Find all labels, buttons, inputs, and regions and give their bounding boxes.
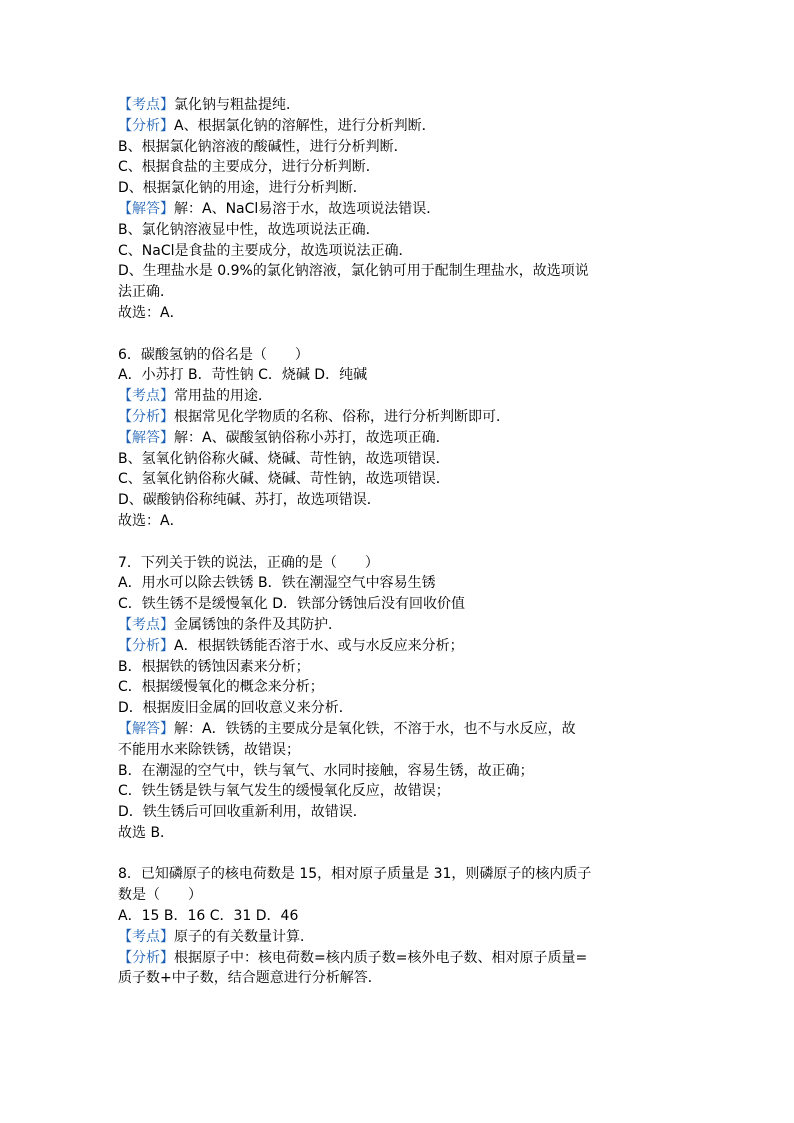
text-line (118, 615, 678, 636)
text-line (118, 927, 678, 948)
line-text: C．铁生锈不是缓慢氧化 D．铁部分锈蚀后没有回收价值 (118, 596, 466, 613)
line-text: A、根据氯化钠的溶解性，进行分析判断． (174, 117, 436, 134)
line-text: 法正确． (118, 284, 174, 301)
line-text: B．在潮湿的空气中，铁与氧气、水同时接触，容易生锈，故正确； (118, 762, 534, 779)
text-line (118, 885, 678, 906)
section-tag: 【分析】 (118, 408, 174, 425)
text-line (118, 220, 678, 241)
line-text: B．根据铁的锈蚀因素来分析； (118, 658, 310, 675)
text-line (118, 657, 678, 678)
text-line (118, 823, 678, 844)
line-text: A．15 B．16 C．31 D．46 (118, 908, 299, 925)
text-line (118, 137, 678, 158)
line-text: 数是（ ） (118, 887, 202, 904)
text-line (118, 719, 678, 740)
text-line (118, 490, 678, 511)
line-text: A．用水可以除去铁锈 B．铁在潮湿空气中容易生锈 (118, 575, 436, 592)
line-text: 故选 B． (118, 824, 175, 841)
text-line (118, 781, 678, 802)
text-line (118, 261, 678, 282)
section-tag: 【解答】 (118, 720, 174, 737)
text-line (118, 365, 678, 386)
text-line (118, 594, 678, 615)
text-line (118, 407, 678, 428)
text-line (118, 449, 678, 470)
line-text: 氯化钠与粗盐提纯． (174, 97, 300, 113)
line-text: C、根据食盐的主要成分，进行分析判断． (118, 159, 380, 176)
section-tag: 【考点】 (118, 928, 174, 945)
section-tag: 【分析】 (118, 637, 174, 654)
line-text: 解：A、NaCl易溶于水，故选项说法错误． (174, 200, 441, 217)
line-text: D、生理盐水是 0.9%的氯化钠溶液，氯化钠可用于配制生理盐水，故选项说 (118, 263, 589, 280)
section-tag: 【解答】 (118, 429, 174, 446)
blank-line (118, 324, 678, 345)
section-tag: 【分析】 (118, 117, 174, 134)
text-line (118, 906, 678, 927)
text-line (118, 303, 678, 324)
line-text: 故选：A． (118, 304, 184, 321)
line-text: 质子数+中子数，结合题意进行分析解答． (118, 970, 382, 987)
section-tag: 【考点】 (118, 616, 174, 633)
line-text: 6．碳酸氢钠的俗名是（ ） (118, 346, 309, 363)
line-text: 原子的有关数量计算． (174, 928, 314, 945)
line-text: C、氢氧化钠俗称火碱、烧碱、苛性钠，故选项错误． (118, 471, 450, 488)
line-text: C．铁生锈是铁与氧气发生的缓慢氧化反应，故错误； (118, 783, 450, 800)
line-text: 根据原子中：核电荷数=核内质子数=核外电子数、相对原子质量= (174, 949, 588, 966)
line-text: 根据常见化学物质的名称、俗称，进行分析判断即可． (174, 408, 510, 425)
text-line (118, 282, 678, 303)
document-page (118, 95, 678, 989)
blank-line (118, 532, 678, 553)
line-text: D．根据废旧金属的回收意义来分析． (118, 700, 353, 717)
text-line (118, 761, 678, 782)
line-text: 不能用水来除铁锈，故错误； (118, 741, 300, 758)
text-line (118, 428, 678, 449)
section-tag: 【解答】 (118, 200, 174, 217)
text-line (118, 345, 678, 366)
line-text: 故选：A． (118, 512, 184, 529)
text-line (118, 469, 678, 490)
text-line (118, 386, 678, 407)
line-text: B、氯化钠溶液显中性，故选项说法正确． (118, 221, 380, 238)
text-line (118, 968, 678, 989)
text-line (118, 573, 678, 594)
text-line (118, 199, 678, 220)
text-line (118, 553, 678, 574)
text-line (118, 241, 678, 262)
line-text: D、根据氯化钠的用途，进行分析判断． (118, 180, 367, 197)
line-text: C．根据缓慢氧化的概念来分析； (118, 679, 324, 696)
text-line (118, 677, 678, 698)
line-text: 7．下列关于铁的说法，正确的是（ ） (118, 554, 379, 571)
text-line (118, 116, 678, 137)
line-text: 解：A、碳酸氢钠俗称小苏打，故选项正确． (174, 429, 450, 446)
text-line (118, 157, 678, 178)
text-line (118, 511, 678, 532)
text-line (118, 864, 678, 885)
text-line (118, 636, 678, 657)
blank-line (118, 844, 678, 865)
section-tag: 【考点】 (118, 97, 174, 113)
line-text: B、氢氧化钠俗称火碱、烧碱、苛性钠，故选项错误． (118, 450, 450, 467)
text-line (118, 948, 678, 969)
section-tag: 【分析】 (118, 949, 174, 966)
text-line (118, 802, 678, 823)
line-text: B、根据氯化钠溶液的酸碱性，进行分析判断． (118, 138, 408, 155)
text-line (118, 740, 678, 761)
line-text: A．根据铁锈能否溶于水、或与水反应来分析； (174, 637, 464, 654)
line-text: D、碳酸钠俗称纯碱、苏打，故选项错误． (118, 492, 381, 509)
line-text: 常用盐的用途． (174, 388, 272, 405)
section-tag: 【考点】 (118, 388, 174, 405)
text-line (118, 698, 678, 719)
line-text: 8．已知磷原子的核电荷数是 15，相对原子质量是 31，则磷原子的核内质子 (118, 866, 592, 883)
line-text: 金属锈蚀的条件及其防护． (174, 616, 342, 633)
text-line (118, 178, 678, 199)
line-text: 解：A．铁锈的主要成分是氧化铁，不溶于水，也不与水反应，故 (174, 720, 576, 737)
text-line (118, 95, 678, 116)
line-text: C、NaCl是食盐的主要成分，故选项说法正确． (118, 242, 413, 259)
line-text: D．铁生锈后可回收重新利用，故错误． (118, 804, 367, 821)
line-text: A．小苏打 B．苛性钠 C．烧碱 D．纯碱 (118, 367, 368, 384)
